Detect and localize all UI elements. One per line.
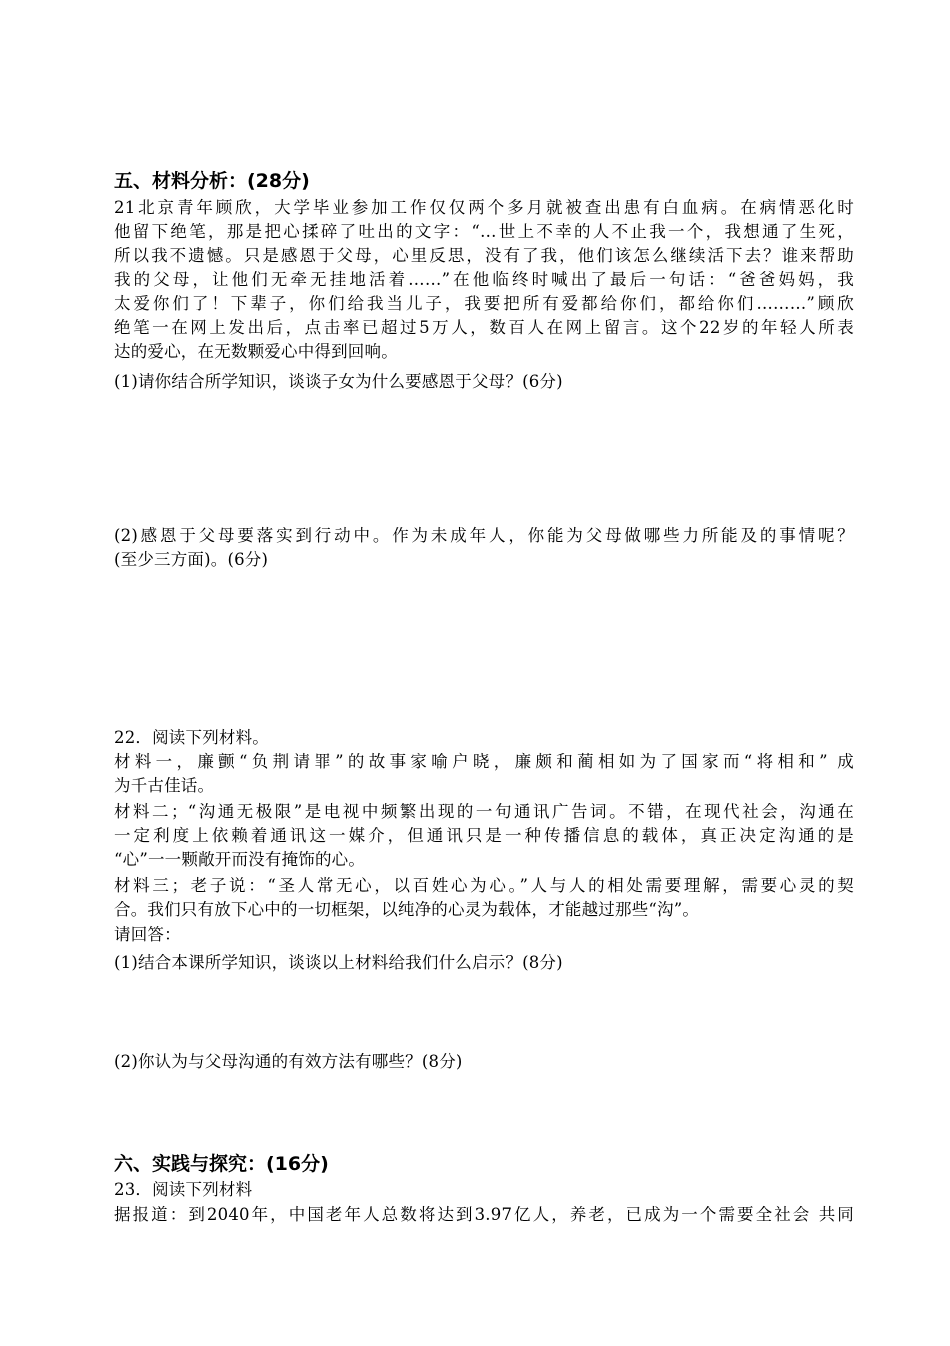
material-line: 达的爱心，在无数颗爱心中得到回响。 [114, 342, 398, 361]
material-line: 为千古佳话。 [114, 776, 215, 795]
material-line: 材料一，廉颤“负荆请罪”的故事家喻户晓，廉颇和蔺相如为了国家而“将相和” 成 [114, 752, 854, 771]
question-21-part-2: (2)感恩于父母要落实到行动中。作为未成年人，你能为父母做哪些力所能及的事情呢？ [114, 526, 854, 545]
material-line: 太爱你们了！下辈子，你们给我当儿子，我要把所有爱都给你们，都给你们………”顾欣 [114, 294, 854, 313]
question-23-material-line: 据报道：到2040年，中国老年人总数将达到3.97亿人，养老，已成为一个需要全社会 共同 [114, 1205, 854, 1224]
material-line: 他留下绝笔，那是把心揉碎了吐出的文字：“…世上不幸的人不止我一个，我想通了生死， [114, 222, 854, 241]
material-line: 绝笔一在网上发出后，点击率已超过5万人，数百人在网上留言。这个22岁的年轻人所表 [114, 318, 854, 337]
material-line: “心”一一颗敞开而没有掩饰的心。 [114, 850, 366, 869]
question-21-part-2-continued: (至少三方面)。(6分) [114, 550, 269, 569]
material-line: 所以我不遗憾。只是感恩于父母，心里反思，没有了我，他们该怎么继续活下去？谁来帮助 [114, 246, 854, 265]
section-5-heading: 五、材料分析：(28分) [114, 170, 310, 192]
question-22-part-2: (2)你认为与父母沟通的有效方法有哪些？(8分) [114, 1052, 463, 1071]
section-6-heading: 六、实践与探究：(16分) [114, 1153, 329, 1175]
question-22-title: 22．阅读下列材料。 [114, 728, 269, 747]
material-line: 材料二；“沟通无极限”是电视中频繁出现的一句通讯广告词。不错，在现代社会，沟通在 [114, 802, 854, 821]
material-line: 合。我们只有放下心中的一切框架，以纯净的心灵为载体，才能越过那些“沟”。 [114, 900, 700, 919]
material-line: 一定利度上依赖着通讯这一媒介，但通讯只是一种传播信息的载体，真正决定沟通的是 [114, 826, 854, 845]
material-line: 21北京青年顾欣，大学毕业参加工作仅仅两个多月就被查出患有白血病。在病情恶化时 [114, 198, 854, 217]
question-21-part-1: (1)请你结合所学知识，谈谈子女为什么要感恩于父母？(6分) [114, 372, 563, 391]
question-22-part-1: (1)结合本课所学知识，谈谈以上材料给我们什么启示？(8分) [114, 953, 563, 972]
material-line: 材料三；老子说：“圣人常无心，以百姓心为心。”人与人的相处需要理解，需要心灵的契 [114, 876, 854, 895]
material-line: 请回答： [114, 925, 181, 944]
question-23-title: 23．阅读下列材料 [114, 1180, 253, 1199]
material-line: 我的父母，让他们无牵无挂地活着……”在他临终时喊出了最后一句话：“爸爸妈妈，我 [114, 270, 854, 289]
